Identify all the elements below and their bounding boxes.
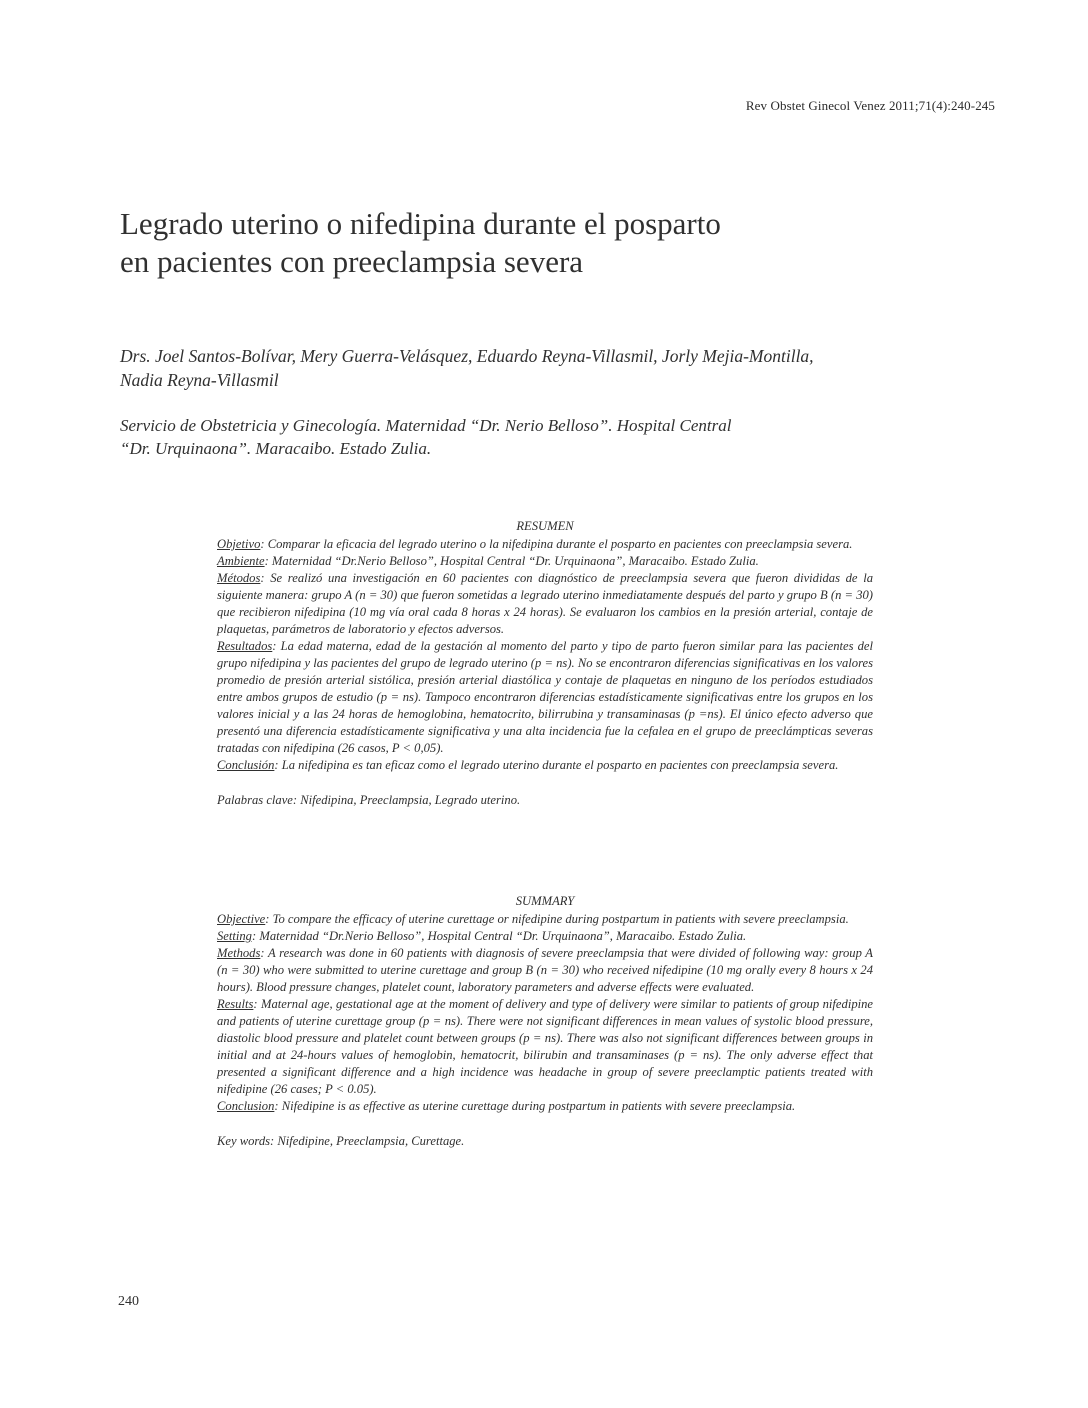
key-words: Key words: Nifedipine, Preeclampsia, Curettage. (217, 1134, 465, 1148)
setting-label: Setting (217, 929, 252, 943)
conclusion-text: : La nifedipina es tan eficaz como el legrado uterino durante el posparto en pacientes con preeclampsia severa. (274, 758, 839, 772)
objective-label: Objective (217, 912, 266, 926)
results-label: Results (217, 997, 254, 1011)
conclusion-label: Conclusión (217, 758, 275, 772)
metodos-label: Métodos (217, 571, 261, 585)
methods-label: Methods (217, 946, 261, 960)
page-number: 240 (118, 1294, 139, 1309)
objetivo-label: Objetivo (217, 537, 261, 551)
affiliation-line-1: Servicio de Obstetricia y Ginecología. Maternidad “Dr. Nerio Belloso”. Hospital Central (120, 416, 732, 435)
summary-heading: SUMMARY (515, 894, 575, 908)
objective-text: : To compare the efficacy of uterine curettage or nifedipine during postpartum in patients with severe preeclampsia. (265, 912, 849, 926)
summary-setting (217, 928, 873, 945)
resumen-conclusion (217, 757, 873, 774)
palabras-clave: Palabras clave: Nifedipina, Preeclampsia, Legrado uterino. (217, 793, 521, 807)
ambiente-label: Ambiente (217, 554, 265, 568)
results-text: : Maternal age, gestational age at the moment of delivery and type of delivery were similar to patients of group nifedipine and patients of uterine curettage group (p = ns). There were not significant differences in mean values of systolic blood pressure, diastolic blood pressure and platelet count between groups (p = ns). There was also not significant differences between groups in initial and at 24-hours values of hemoglobin, hematocrit, bilirubin and transaminases (p = ns). The only adverse effect that presented a significant difference and a high incidence was headache in group of severe preeclamptic patients treated with nifedipine (26 cases; P < 0.05). (217, 997, 873, 1096)
title-line-2: en pacientes con preeclampsia severa (120, 244, 584, 279)
resumen-heading: RESUMEN (516, 519, 574, 533)
author-list (120, 344, 1000, 392)
affiliation (120, 414, 1000, 460)
ambiente-text: : Maternidad “Dr.Nerio Belloso”, Hospital Central “Dr. Urquinaona”, Maracaibo. Estado Zulia. (264, 554, 759, 568)
objetivo-text: : Comparar la eficacia del legrado uterino o la nifedipina durante el posparto en pacientes con preeclampsia severa. (260, 537, 853, 551)
summary-conclusion (217, 1098, 873, 1115)
conclusion-label-en: Conclusion (217, 1099, 275, 1113)
conclusion-text-en: : Nifedipine is as effective as uterine curettage during postpartum in patients with severe preeclampsia. (274, 1099, 796, 1113)
title-line-1: Legrado uterino o nifedipina durante el posparto (120, 206, 721, 241)
authors-line-1: Drs. Joel Santos-Bolívar, Mery Guerra-Velásquez, Eduardo Reyna-Villasmil, Jorly Mejia-Montilla, (120, 346, 814, 366)
summary-results (217, 996, 873, 1098)
resultados-label: Resultados (217, 639, 273, 653)
resumen-metodos (217, 570, 873, 638)
summary-section (217, 893, 873, 1150)
authors-line-2: Nadia Reyna-Villasmil (120, 370, 279, 390)
methods-text: : A research was done in 60 patients with diagnosis of severe preeclampsia that were divided of following way: group A (n = 30) who were submitted to uterine curettage and group B (n = 30) who received nifedipine (10 mg orally every 8 hours x 24 hours). Blood pressure changes, platelet count, laboratory parameters and adverse effects were evaluated. (217, 946, 873, 994)
resumen-ambiente (217, 553, 873, 570)
setting-text: : Maternidad “Dr.Nerio Belloso”, Hospital Central “Dr. Urquinaona”, Maracaibo. Estado Zulia. (251, 929, 747, 943)
affiliation-line-2: “Dr. Urquinaona”. Maracaibo. Estado Zulia. (120, 439, 432, 458)
resumen-objetivo (217, 536, 873, 553)
article-title (120, 205, 920, 281)
resultados-text: : La edad materna, edad de la gestación al momento del parto y tipo de parto fueron similar para las pacientes del grupo nifedipina y las pacientes del grupo de legrado uterino (p = ns). No se encontraron diferencias significativas en los valores promedio de presión arterial sistólica, presión arterial diastólica y contaje de plaquetas en ninguno de los períodos estudiados entre ambos grupos de estudio (p = ns). Tampoco encontraron diferencias estadísticamente significativas entre los grupos en los valores inicial y a las 24 horas de hemoglobina, hematocrito, bilirrubina y transaminasas (p =ns). El único efecto adverso que presentó una diferencia estadísticamente significativa y una alta incidencia fue la cefalea en el grupo de preeclámpticas severas tratadas con nifedipina (26 casos, P < 0,05). (217, 639, 873, 755)
journal-reference: Rev Obstet Ginecol Venez 2011;71(4):240-245 (745, 98, 995, 113)
resumen-section (217, 518, 873, 809)
metodos-text: : Se realizó una investigación en 60 pacientes con diagnóstico de preeclampsia severa que fueron divididas de la siguiente manera: grupo A (n = 30) que fueron sometidas a legrado uterino inmediatamente después del parto y grupo B (n = 30) que recibieron nifedipina (10 mg vía oral cada 8 horas x 24 horas). Se evaluaron los cambios en la presión arterial, contaje de plaquetas, parámetros de laboratorio y efectos adversos. (217, 571, 873, 636)
summary-objective (217, 911, 873, 928)
resumen-resultados (217, 638, 873, 757)
summary-methods (217, 945, 873, 996)
